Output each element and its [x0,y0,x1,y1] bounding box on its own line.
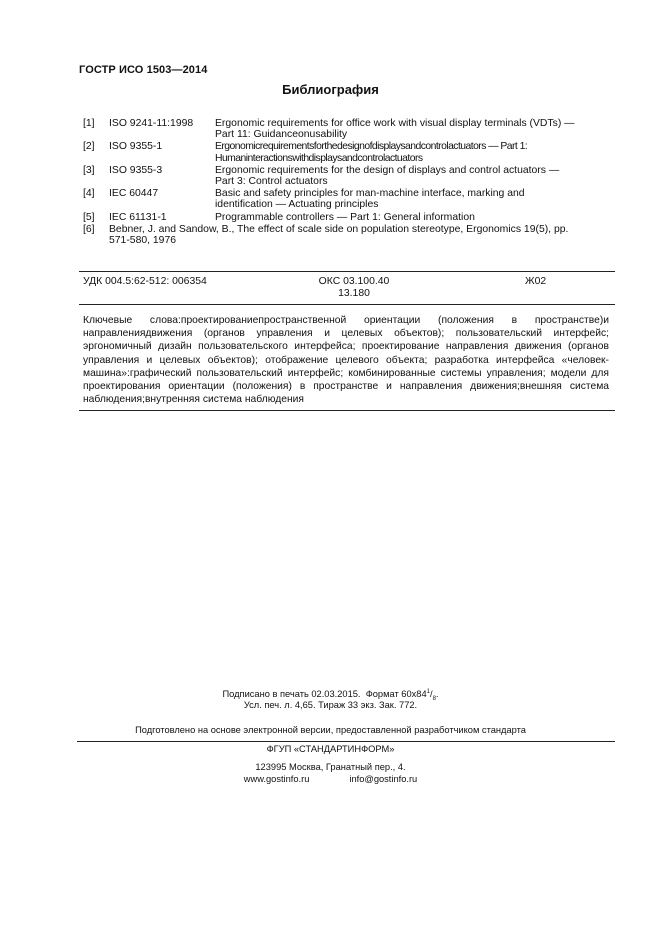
entry-description: Ergonomic requirements for the design of displays and control actuators — Part 3: Control actuators [215,164,560,188]
divider-top [79,271,615,272]
bibliography-entry [83,141,613,163]
publisher-name: ФГУП «СТАНДАРТИНФОРМ» [266,744,395,754]
bibliography-entry [83,224,613,246]
publisher-address: 123995 Москва, Гранатный пер., 4. [255,762,406,772]
divider-keywords [79,410,615,411]
entry-code: IEC 61131-1 [109,211,167,223]
entry-description: Ergonomicrequirementsforthedesignofdisplaysandcontrolactuators — Part 1: Humaninteractionswithdisplaysandcontrolactuators [215,141,528,164]
divider-publisher [77,741,615,742]
entry-description: Bebner, J. and Sandow, B., The effect of scale side on population stereotype, Ergonomics 19(5), pp. 571-580, 1976 [109,223,569,247]
entry-code: IEC 60447 [109,188,159,200]
imprint-print-info: Усл. печ. л. 4,65. Тираж 33 экз. Зак. 772. [243,700,418,710]
keywords-paragraph: Ключевые слова:проектированиепространственной ориентации (положения в пространстве)и направлениядвижения (органов управления и целевых объектов); пользовательский интерфейс; эргономичный дизайн пользовательского интерфейса; проектирование направления движения (органов управления и целевых объектов); отображение целевого объекта; разработка интерфейса «человек-машина»:графический пользовательский интерфейс; комбинированные системы управления; модели для проектирования ориентации (положения) в пространстве и направления движения;внешняя система наблюдения;внутренняя система наблюдения [83,315,609,406]
oks-code: ОКС 03.100.40 13.180 [318,276,390,299]
publisher-contacts [0,774,661,784]
bibliography-entry [83,165,613,187]
entry-code: ISO 9355-1 [109,141,163,153]
bibliography-entry [83,188,613,210]
entry-code: ISO 9241-11:1998 [109,118,194,129]
document-header: ГОСТР ИСО 1503—2014 [79,64,208,76]
entry-number: [3] [83,164,95,176]
entry-code: ISO 9355-3 [109,164,163,176]
divider-classification [79,304,615,305]
imprint-signed: Подписано в печать 02.03.2015. Формат $60х84^1/_8$. [222,689,439,702]
bibliography-entry [83,212,613,223]
website-link[interactable]: www.gostinfo.ru [243,774,310,784]
entry-number: [1] [83,118,95,129]
imprint-prepared: Подготовлено на основе электронной версии, предоставленной разработчиком стандарта [135,725,526,735]
udk-code: УДК 004.5:62-512: 006354 [83,276,207,287]
entry-number: [6] [83,223,95,235]
email-link[interactable]: info@gostinfo.ru [349,774,418,784]
classification-code: Ж02 [525,276,547,287]
entry-description: Ergonomic requirements for office work with visual display terminals (VDTs) — Part 11: Guidanceonusability [215,118,575,141]
bibliography-entry [83,118,613,140]
entry-description: Programmable controllers — Part 1: General information [215,211,475,223]
entry-description: Basic and safety principles for man-machine interface, marking and identification — Actuating principles [215,188,525,211]
bibliography-list [83,118,613,247]
entry-number: [2] [83,141,95,153]
page-title: Библиография [282,82,379,97]
entry-number: [4] [83,188,95,200]
entry-number: [5] [83,211,95,223]
